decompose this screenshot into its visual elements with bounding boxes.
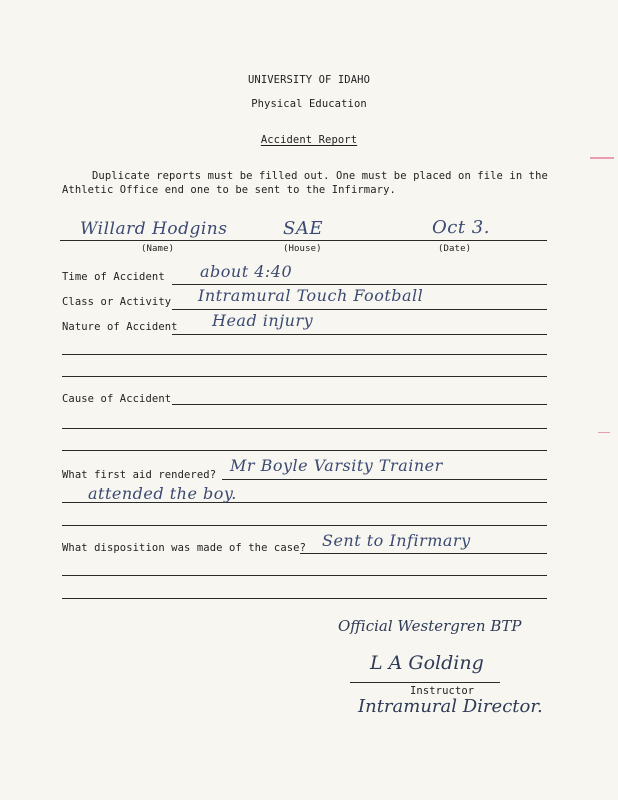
university-name: UNIVERSITY OF IDAHO [247,74,370,86]
nature-of-accident-line [172,334,547,335]
time-entry: about 4:40 [200,262,293,281]
first-aid-line-1 [222,479,547,480]
instructor-signature: L A Golding [370,652,484,674]
house-entry: SAE [283,218,323,239]
disposition-label: What disposition was made of the case? [62,542,307,554]
cause-of-accident-label: Cause of Accident [62,393,172,405]
disposition-entry: Sent to Infirmary [322,531,471,550]
first-aid-entry-2: attended the boy. [88,484,237,503]
time-of-accident-line [172,284,547,285]
department-name: Physical Education [251,98,367,110]
cause-extra-line-1 [62,428,547,429]
nature-entry: Head injury [212,311,314,330]
class-or-activity-label: Class or Activity [62,296,172,308]
nature-extra-line-2 [62,376,547,377]
name-house-date-line [60,240,547,241]
cause-extra-line-2 [62,450,547,451]
instructor-line [350,682,500,683]
first-aid-label: What first aid rendered? [62,469,217,481]
date-label: (Date) [438,244,472,254]
report-title [0,134,618,146]
instructions-line-2: Athletic Office end one to be sent to the Infirmary. [62,184,396,196]
first-aid-entry-1: Mr Boyle Varsity Trainer [230,456,443,475]
time-of-accident-label: Time of Accident [62,271,165,283]
director-signature: Intramural Director. [358,696,543,717]
nature-extra-line-1 [62,354,547,355]
pink-margin-tick [598,432,610,433]
cause-of-accident-line [172,404,547,405]
report-title-text: Accident Report [260,134,358,146]
house-label: (House) [283,244,322,254]
activity-entry: Intramural Touch Football [198,286,424,305]
name-label: (Name) [141,244,175,254]
disposition-line-2 [62,575,547,576]
name-entry: Willard Hodgins [80,219,228,239]
disposition-line-3 [62,598,547,599]
instructions-line-1: Duplicate reports must be filled out. One must be placed on file in the [92,170,548,182]
pink-margin-mark [590,157,614,159]
date-entry: Oct 3. [432,217,490,238]
instructor-label: Instructor [410,685,475,697]
class-or-activity-line [172,309,547,310]
disposition-line-1 [300,553,547,554]
official-signature: Official Westergren BTP [338,617,522,635]
nature-of-accident-label: Nature of Accident [62,321,178,333]
first-aid-line-3 [62,525,547,526]
